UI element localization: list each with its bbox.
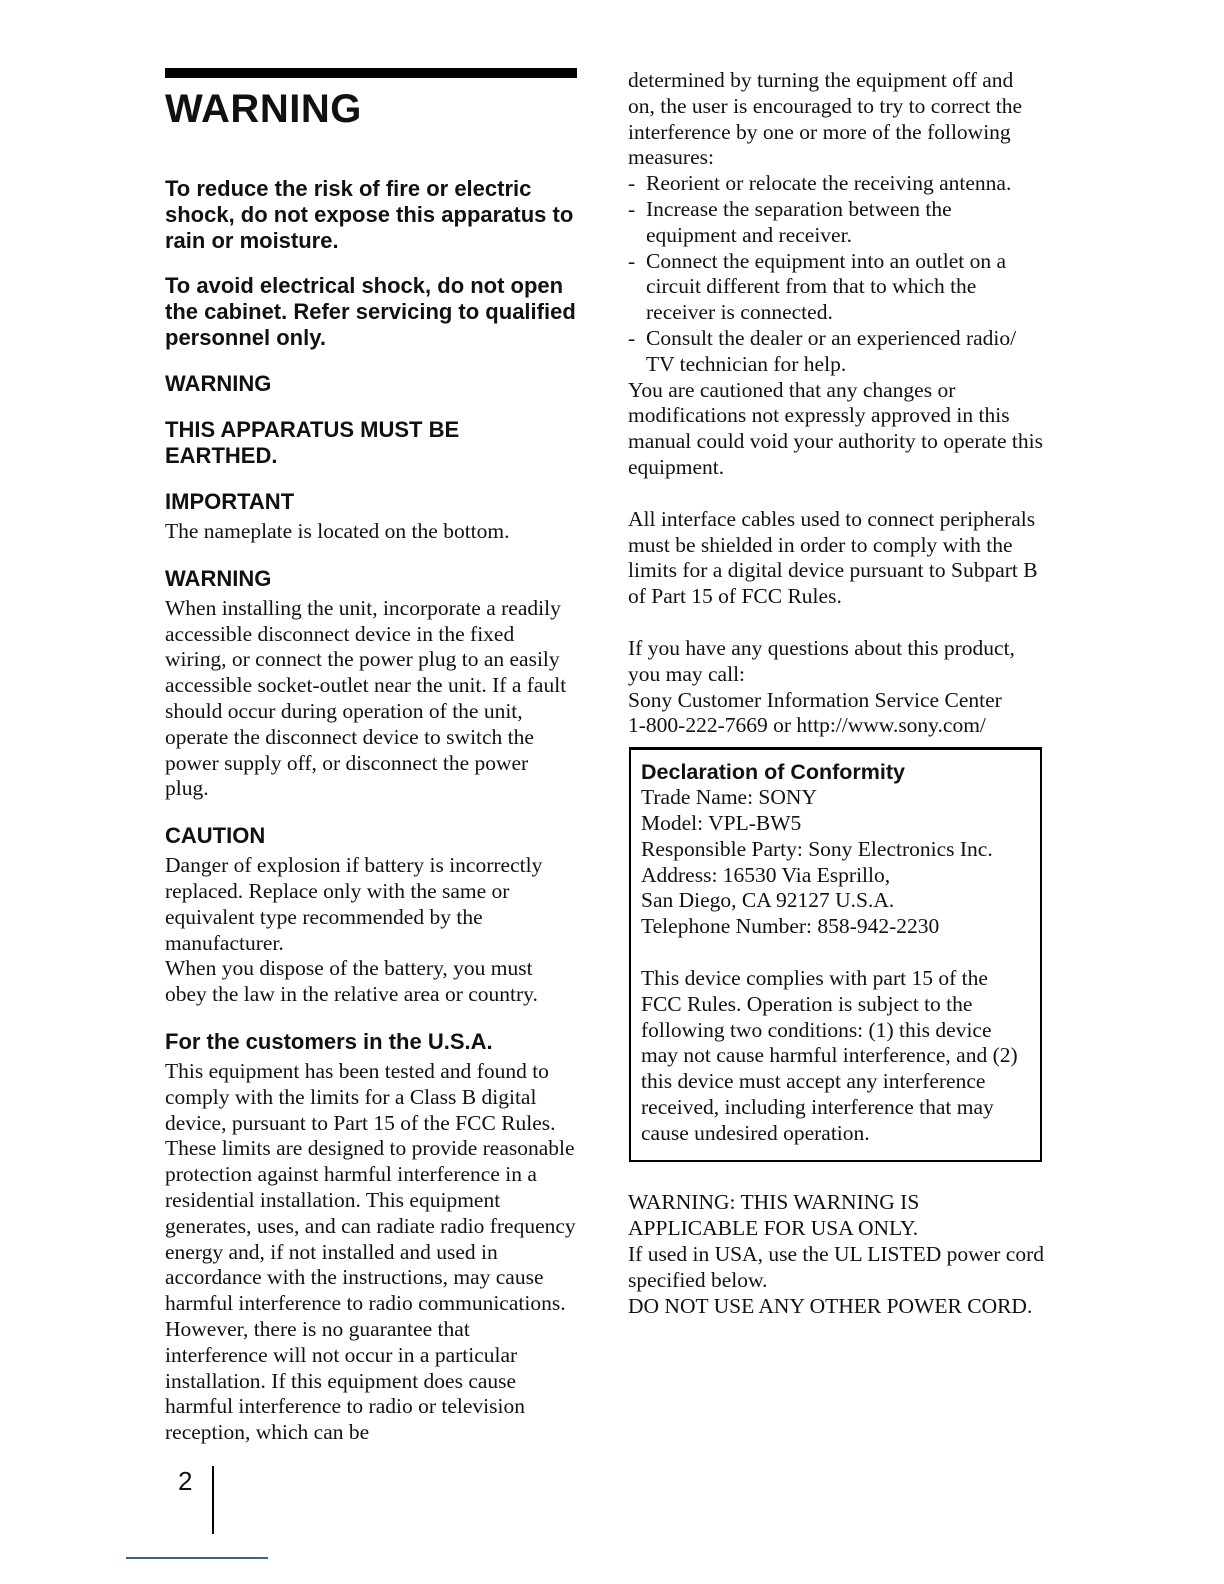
left-column — [165, 68, 577, 1446]
continued-text: determined by turning the equipment off and on, the user is encouraged to try to correct the interference by one or more of the following measures: — [628, 68, 1023, 170]
declaration-line: Trade Name: SONY — [641, 785, 817, 810]
contact-phone-web: 1-800-222-7669 or http://www.sony.com/ — [628, 713, 986, 738]
ul-cord-text: If used in USA, use the UL LISTED power cord specified below. — [628, 1242, 1044, 1292]
usa-warning-label: WARNING: — [628, 1190, 736, 1215]
footer-link-underline — [126, 1557, 268, 1559]
list-item: - Increase the separation between the equipment and receiver. — [628, 197, 1044, 249]
warning-heading: WARNING — [165, 371, 272, 396]
list-item: - Consult the dealer or an experienced radio/ TV technician for help. — [628, 326, 1044, 378]
cables-text: All interface cables used to connect peripherals must be shielded in order to comply with the limits for a digital device pursuant to Subpart B of Part 15 of FCC Rules. — [628, 506, 1038, 609]
important-heading: IMPORTANT — [165, 489, 295, 514]
usa-heading: For the customers in the U.S.A. — [165, 1028, 493, 1054]
usa-warning — [628, 1190, 1044, 1242]
caution-text-2: When you dispose of the battery, you must obey the law in the relative area or country. — [165, 956, 538, 1007]
usa-text: This equipment has been tested and found to comply with the limits for a Class B digital device, pursuant to Part 15 of the FCC Rules. These limits are designed to provide reasonable protection against harmful interference in a residential installation. This equipment generates, uses, and can radiate radio frequency energy and, if not installed and used in accordance with the instructions, may cause harmful interference to radio communications. However, there is no guarantee that interference will not occur in a particular installation. If this equipment does cause harmful interference to radio or television reception, which can be — [165, 1058, 576, 1445]
modification-caution: You are cautioned that any changes or modifications not expressly approved in this manual could void your authority to operate this equipment. — [628, 377, 1043, 479]
declaration-line: Address: 16530 Via Esprillo, — [641, 862, 891, 887]
cabinet-warning: To avoid electrical shock, do not open the cabinet. Refer servicing to qualified personnel only. — [165, 273, 576, 350]
declaration-line: Model: VPL-BW5 — [641, 810, 802, 835]
warning2-text: When installing the unit, incorporate a readily accessible disconnect device in the fixed wiring, or connect the power plug to an easily accessible socket-outlet near the unit. If a fault should occur during operation of the unit, operate the disconnect device to switch the power supply off, or disconnect the power plug. — [165, 595, 567, 801]
title-rule — [165, 68, 577, 78]
service-center: Sony Customer Information Service Center — [628, 687, 1002, 712]
earthed-heading: THIS APPARATUS MUST BE EARTHED. — [165, 417, 460, 468]
page-title: WARNING — [165, 87, 362, 131]
list-item: - Connect the equipment into an outlet on a circuit different from that to which the receiver is connected. — [628, 249, 1044, 326]
questions-text: If you have any questions about this product, you may call: — [628, 635, 1015, 686]
page-number: 2 — [178, 1466, 193, 1496]
compliance-text: This device complies with part 15 of the FCC Rules. Operation is subject to the following two conditions: (1) this device may not cause harmful interference, and (2) this device must accept any interference received, including interference that may cause undesired operation. — [641, 965, 1018, 1145]
declaration-line: Telephone Number: 858-942-2230 — [641, 914, 940, 939]
caution-text-1: Danger of explosion if battery is incorrectly replaced. Replace only with the same or equivalent type recommended by the manufacturer. — [165, 853, 543, 955]
declaration-line: Responsible Party: Sony Electronics Inc. — [641, 836, 993, 861]
warning2-heading: WARNING — [165, 565, 272, 591]
important-text: The nameplate is located on the bottom. — [165, 519, 510, 543]
declaration-of-conformity-box — [629, 747, 1042, 1162]
measures-list — [628, 171, 1044, 377]
list-item: - Reorient or relocate the receiving antenna. — [628, 171, 1044, 197]
page-number-divider — [212, 1466, 214, 1534]
usa-warning-text: THIS WARNING IS APPLICABLE FOR USA ONLY. — [628, 1190, 920, 1241]
do-not-use-text: DO NOT USE ANY OTHER POWER CORD. — [628, 1293, 1033, 1318]
caution-heading: CAUTION — [165, 823, 266, 849]
declaration-title: Declaration of Conformity — [641, 760, 905, 785]
fire-shock-warning: To reduce the risk of fire or electric shock, do not expose this apparatus to rain or moisture. — [165, 176, 574, 253]
right-column — [628, 68, 1044, 1319]
declaration-line: San Diego, CA 92127 U.S.A. — [641, 888, 895, 913]
